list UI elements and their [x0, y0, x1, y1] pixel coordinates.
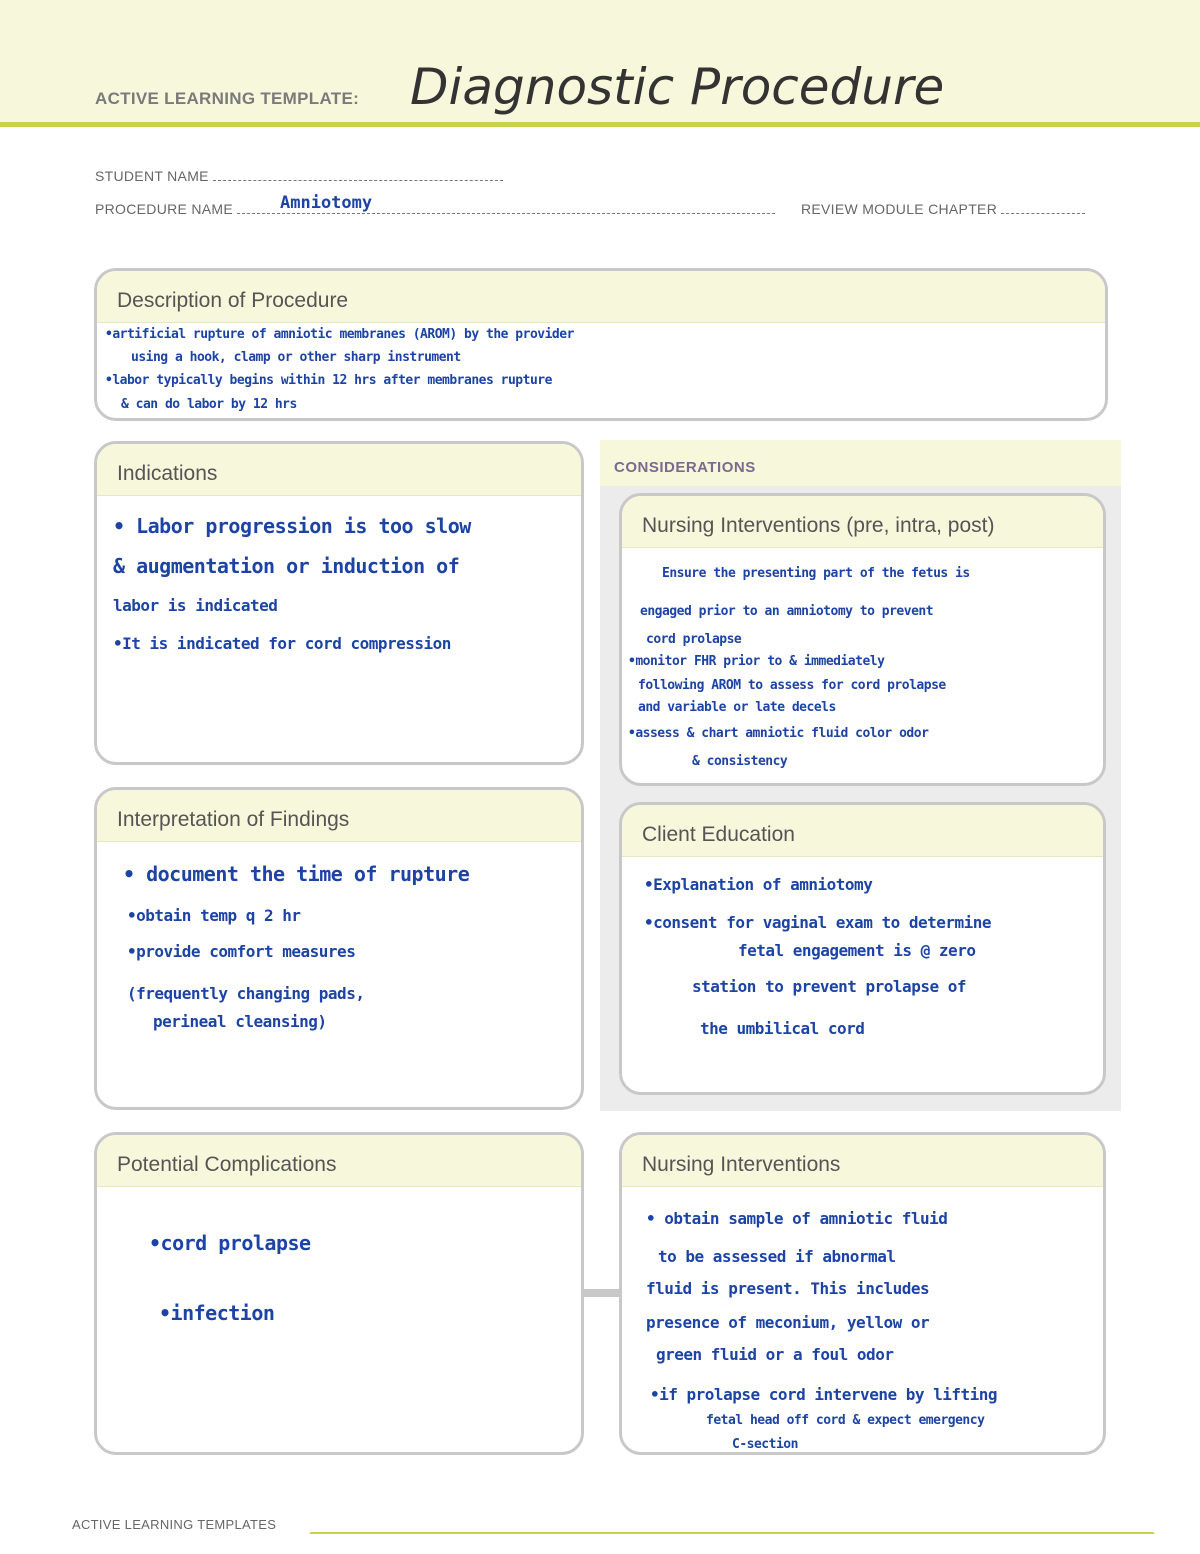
indications-line: • Labor progression is too slow [113, 514, 471, 538]
complications-box [94, 1132, 584, 1455]
client-education-line: •Explanation of amniotomy [644, 875, 873, 894]
procedure-name-value: Amniotomy [280, 193, 373, 213]
nursing-int-line: fluid is present. This includes [646, 1279, 930, 1298]
client-education-line: the umbilical cord [700, 1019, 865, 1038]
description-line: & can do labor by 12 hrs [121, 397, 297, 412]
nursing-int-box [619, 1132, 1106, 1455]
connector-bar [582, 1289, 620, 1297]
interpretation-box [94, 787, 584, 1110]
footer-rule [310, 1532, 1154, 1534]
complications-line: •infection [159, 1301, 275, 1325]
interpretation-line: (frequently changing pads, [127, 984, 365, 1003]
page-title: Diagnostic Procedure [410, 58, 945, 116]
nursing-int-line: presence of meconium, yellow or [646, 1313, 930, 1332]
interpretation-line: perineal cleansing) [153, 1012, 327, 1031]
nursing-pre-line: following AROM to assess for cord prolapse [638, 678, 946, 693]
indications-line: labor is indicated [113, 596, 278, 615]
interpretation-line: • document the time of rupture [123, 862, 470, 886]
nursing-int-line: fetal head off cord & expect emergency [706, 1413, 985, 1428]
footer-text: ACTIVE LEARNING TEMPLATES [72, 1517, 277, 1532]
nursing-pre-line: Ensure the presenting part of the fetus is [662, 566, 970, 581]
procedure-name-label: PROCEDURE NAME [95, 201, 233, 217]
review-module-label: REVIEW MODULE CHAPTER [801, 201, 998, 217]
nursing-pre-line: & consistency [692, 754, 788, 769]
client-education-box [619, 802, 1106, 1095]
interpretation-line: •obtain temp q 2 hr [127, 906, 301, 925]
review-module-field[interactable] [801, 200, 1085, 217]
nursing-pre-title: Nursing Interventions (pre, intra, post) [622, 496, 1103, 548]
student-name-label: STUDENT NAME [95, 168, 209, 184]
procedure-name-field[interactable] [95, 200, 775, 217]
description-box [94, 268, 1108, 421]
interpretation-line: •provide comfort measures [127, 942, 356, 961]
description-title: Description of Procedure [97, 271, 1105, 323]
nursing-int-line: • obtain sample of amniotic fluid [646, 1209, 948, 1228]
review-module-blank[interactable] [1001, 200, 1085, 214]
complications-title: Potential Complications [97, 1135, 581, 1187]
indications-line: •It is indicated for cord compression [113, 634, 451, 653]
header-rule [0, 122, 1200, 127]
student-name-blank[interactable] [213, 167, 503, 181]
client-education-line: •consent for vaginal exam to determine [644, 913, 992, 932]
considerations-label: CONSIDERATIONS [614, 459, 756, 476]
header-label: ACTIVE LEARNING TEMPLATE: [95, 89, 360, 108]
description-line: •artificial rupture of amniotic membranes (AROM) by the provider [105, 327, 574, 342]
client-education-line: fetal engagement is @ zero [738, 941, 976, 960]
nursing-pre-line: engaged prior to an amniotomy to prevent [640, 604, 934, 619]
nursing-pre-box [619, 493, 1106, 786]
indications-title: Indications [97, 444, 581, 496]
description-line: •labor typically begins within 12 hrs after membranes rupture [105, 373, 552, 388]
description-line: using a hook, clamp or other sharp instrument [131, 350, 461, 365]
nursing-int-line: C-section [732, 1437, 798, 1452]
nursing-int-line: green fluid or a foul odor [656, 1345, 894, 1364]
client-education-title: Client Education [622, 805, 1103, 857]
student-name-field[interactable] [95, 167, 503, 184]
complications-line: •cord prolapse [149, 1231, 311, 1255]
client-education-line: station to prevent prolapse of [692, 977, 966, 996]
nursing-pre-line: •assess & chart amniotic fluid color odor [628, 726, 929, 741]
nursing-pre-line: •monitor FHR prior to & immediately [628, 654, 885, 669]
nursing-int-title: Nursing Interventions [622, 1135, 1103, 1187]
nursing-pre-line: cord prolapse [646, 632, 742, 647]
nursing-int-line: •if prolapse cord intervene by lifting [650, 1385, 998, 1404]
indications-box [94, 441, 584, 765]
nursing-int-line: to be assessed if abnormal [658, 1247, 896, 1266]
nursing-pre-line: and variable or late decels [638, 700, 836, 715]
indications-line: & augmentation or induction of [113, 554, 460, 578]
interpretation-title: Interpretation of Findings [97, 790, 581, 842]
